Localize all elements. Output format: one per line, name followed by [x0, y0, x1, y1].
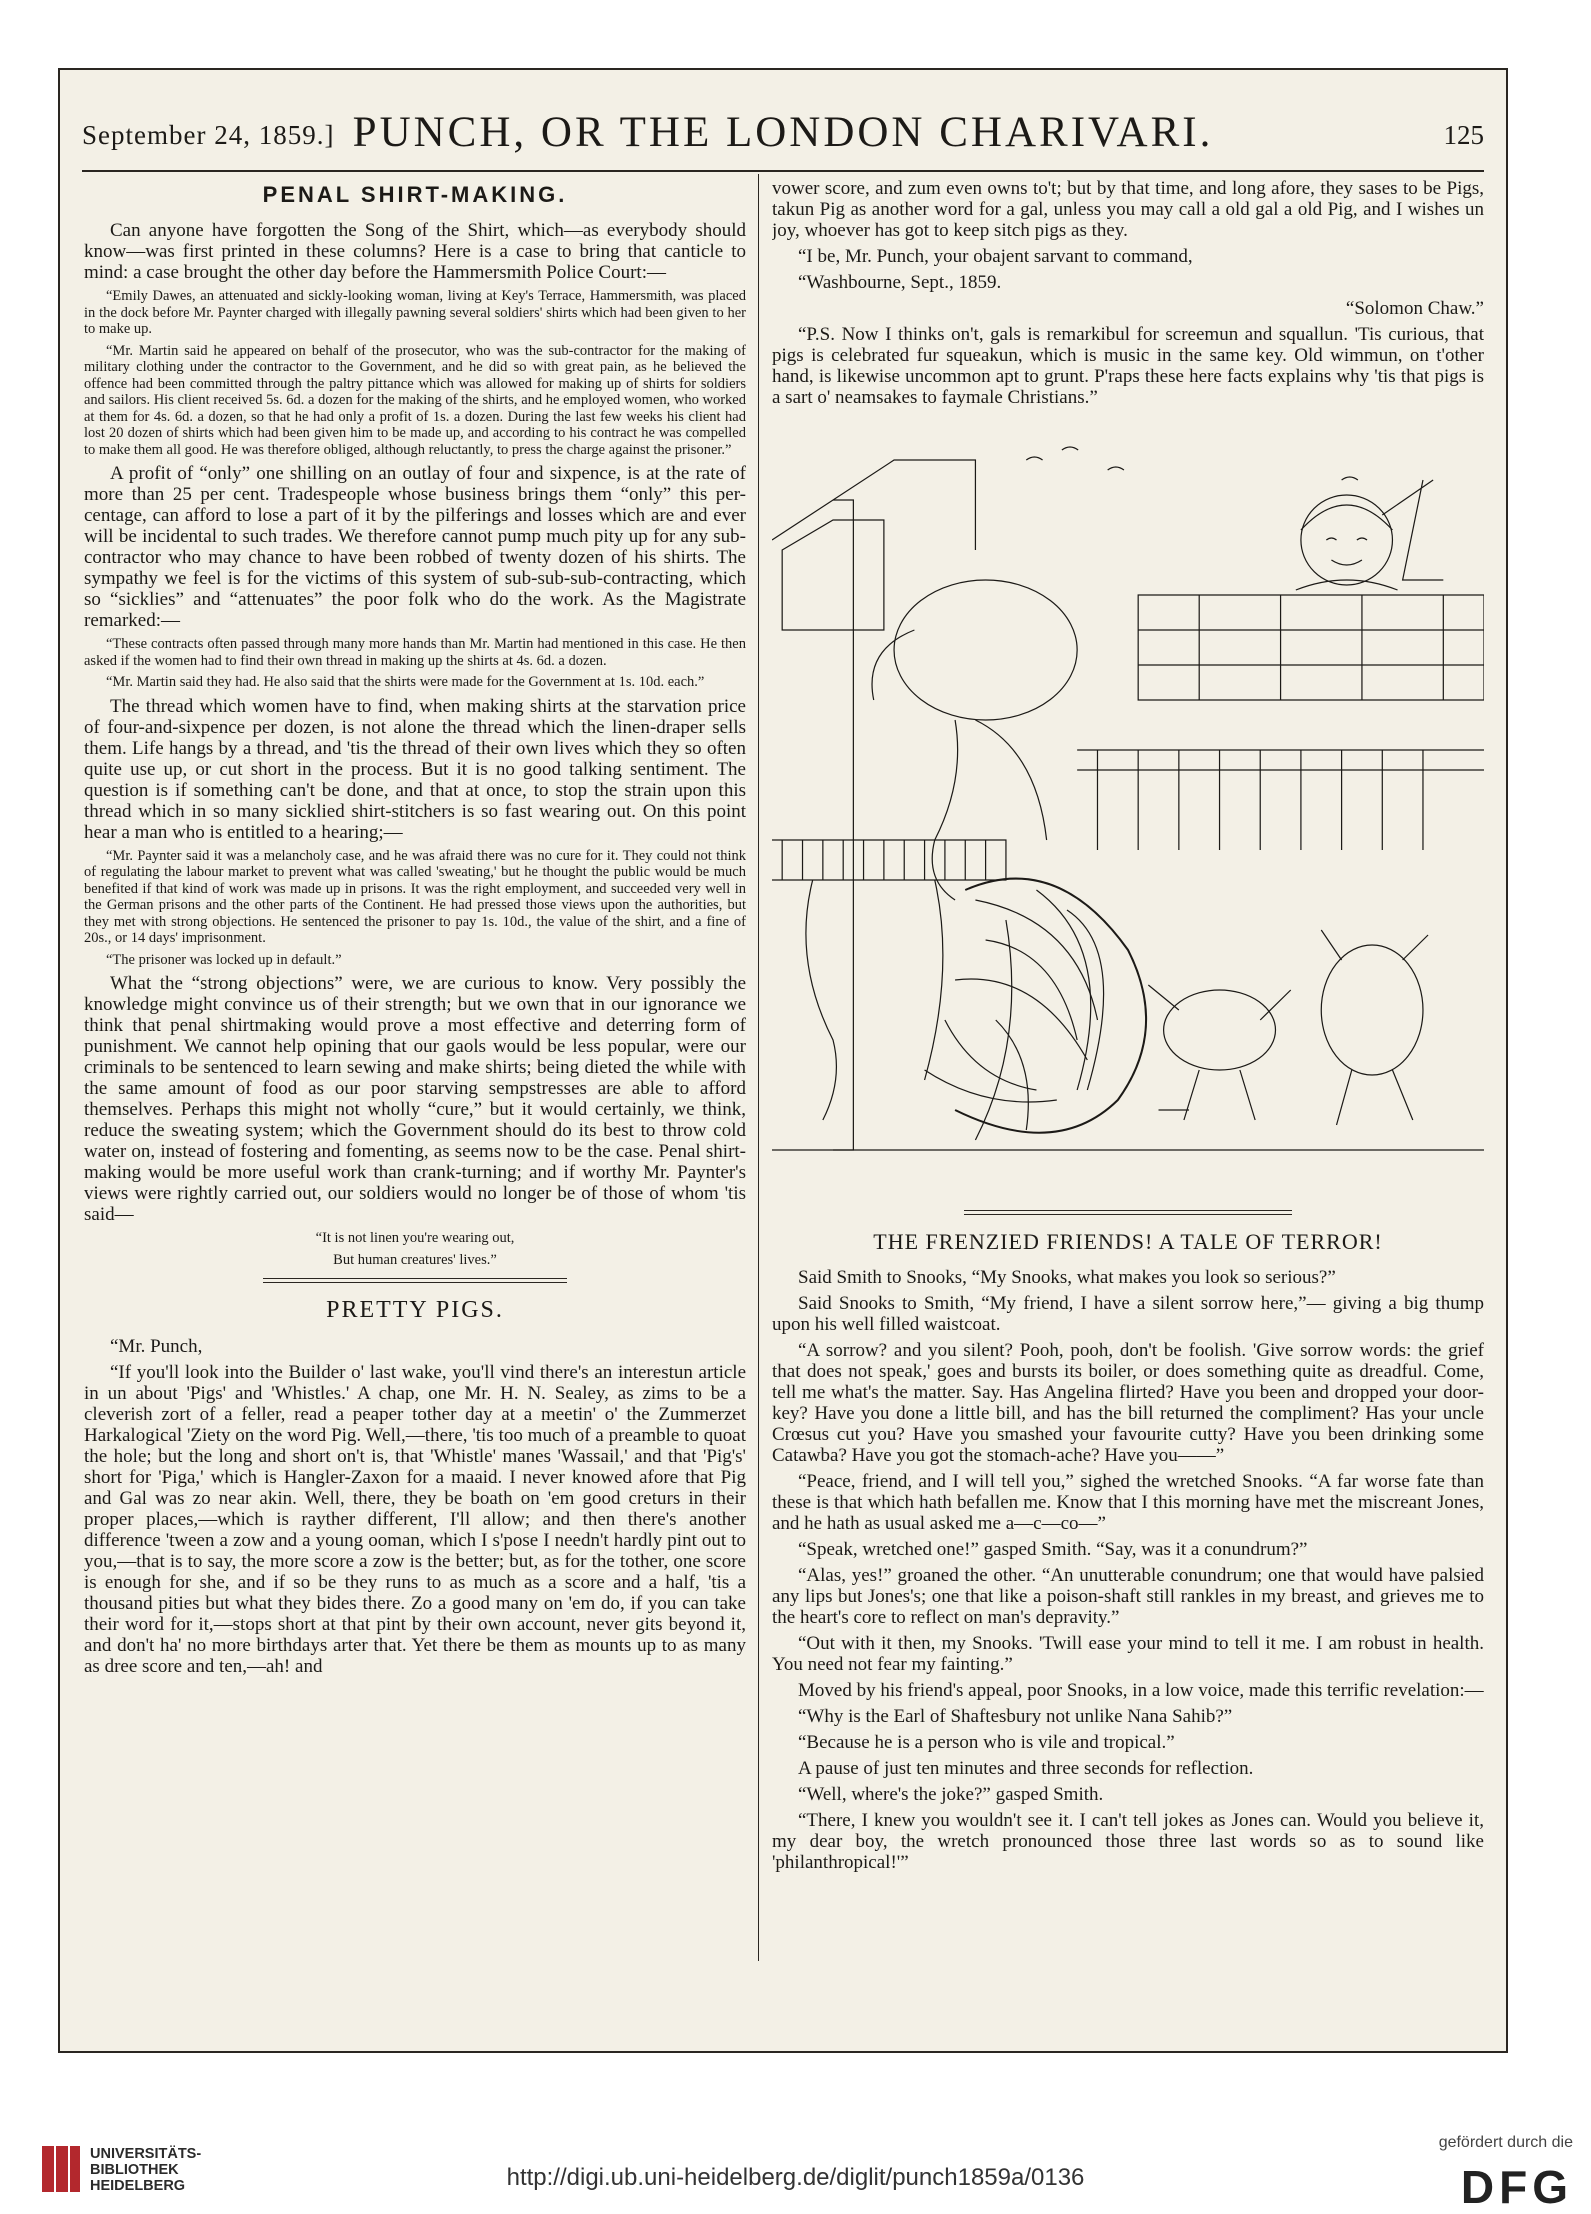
left-column [84, 178, 746, 1682]
postscript: “P.S. Now I thinks on't, gals is remarkibul for screemun and squallun. 'Tis curious, that pigs is celebrated fur squeakun, which is music in the same key. Old wimmun, on t'other hand, is likewise uncommon apt to grunt. P'raps these here facts explains why 'tis that pigs is a sart o' neamsakes to faymale Christians.” [772, 324, 1484, 408]
column-divider [758, 174, 759, 1961]
paragraph: Said Smith to Snooks, “My Snooks, what makes you look so serious?” [798, 1267, 1336, 1288]
paragraph: “A sorrow? and you silent? Pooh, pooh, don't be foolish. 'Give sorrow words: the grief that does not speak,' goes and bursts its boiler, or does something quite as dreadful. Come, tell me what's the matter. Say. Has Angelina flirted? Have you been and dropped your door-key? Have you done a little bill, and has the bill returned the compliment? Has your uncle Crœsus cut you? Have you smashed your favourite cutty? Have you been drinking some Catawba? Have you got the stomach-ache? Have you——” [772, 1340, 1484, 1466]
paragraph: Can anyone have forgotten the Song of the Shirt, which—as everybody should know—was first printed in these columns? Here is a case to bring that canticle to mind: a case brought the other day before the Hammersmith Police Court:— [84, 220, 746, 283]
footer-bar [0, 2120, 1591, 2211]
letter-place-date: “Washbourne, Sept., 1859. [798, 272, 1002, 293]
conundrum-answer: “Because he is a person who is vile and tropical.” [798, 1732, 1175, 1753]
masthead [60, 100, 1506, 170]
conundrum-question: “Why is the Earl of Shaftesbury not unlike Nana Sahib?” [798, 1706, 1233, 1727]
verse-line: But human creatures' lives.” [333, 1251, 497, 1268]
court-report-quote: “Emily Dawes, an attenuated and sickly-looking woman, living at Key's Terrace, Hammersmith, was placed in the dock before Mr. Paynter charged with illegally pawning several soldiers' shirts which had been given to her to make up. [84, 288, 746, 337]
paragraph: “If you'll look into the Builder o' last wake, you'll vind there's an interestun article in un about 'Pigs' and 'Whistles.' A chap, one Mr. H. N. Sealey, as zims to be a cleverish zort of a feller, read a peaper tother day at a meetin' o' the Zummerzet Harkalogical 'Ziety on the word Pig. Well,—there, 'tis too much of a preamble to quoat the hole; but the long and short on't is, that 'Whistle' manes 'Wassail,' and that 'Pig's' short for 'Piga,' which is Hangler-Zaxon for a maaid. I never knowed afore that Pig and Gal was zo near akin. Well, there, they be boath on 'em good creturs in their proper places,—which is rayther different, I'll allow; and then there's another difference 'tween a zow and a young ooman, which I s'pose I needn't hardly pint out to you,—that is to say, the more score a zow is the better; but, as for the tother, one score is enough for she, and if so be they runs to as much as a score and a half, 'tis a thousand pities but what they bides there. Zo a good many on 'em do, if you can take their word for it,—stops short at that pint by their own account, never gits beyond it, and don't ha' no more birthdays arter that. Yet there be them as mounts up to as many as dree score and ten,—ah! and [84, 1362, 746, 1677]
paragraph: vower score, and zum even owns to't; but by that time, and long afore, they sases to be Pigs, takun Pig as another word for a gal, unless you may call a old gal a old Pig, and I wishes un joy, whoever has got to keep sitch pigs as they. [772, 178, 1484, 241]
paragraph: What the “strong objections” were, we are curious to know. Very possibly the knowledge might convince us of their strength; but we own that in our ignorance we think that penal shirtmaking would prove a most effective and deterring form of punishment. We cannot help opining that our gaols would be less popular, were our criminals to be sentenced to learn sewing and make shirts; being dieted the while with the same amount of food as our poor starving sempstresses are able to afford themselves. Perhaps this might not wholly “cure,” but it would certainly, we think, reduce the sweating system; which the Government should do its best to throw cold water on, instead of fostering and fomenting, as seems now to be the case. Penal shirt-making would be more useful work than crank-turning; and if worthy Mr. Paynter's views were rightly carried out, our soldiers would no longer be of those of whom 'tis said— [84, 973, 746, 1225]
court-report-quote: “Mr. Martin said they had. He also said that the shirts were made for the Government at 1s. 10d. each.” [106, 674, 705, 690]
right-column [772, 178, 1484, 1878]
letter-closing: “I be, Mr. Punch, your obajent sarvant to command, [798, 246, 1193, 267]
article-title-frenzied-friends: THE FRENZIED FRIENDS! A TALE OF TERROR! [873, 1229, 1383, 1254]
paragraph: “Well, where's the joke?” gasped Smith. [798, 1784, 1104, 1805]
newspaper-page [58, 68, 1508, 2053]
funded-by-label: gefördert durch die [1438, 2134, 1573, 2151]
masthead-rule [82, 170, 1484, 172]
paragraph: “Peace, friend, and I will tell you,” sighed the wretched Snooks. “A far worse fate than these is that which hath befallen me. Know that I this morning have met the miscreant Jones, and he hath as usual asked me a—c—co—” [772, 1471, 1484, 1534]
paragraph: “Alas, yes!” groaned the other. “An unutterable conundrum; one that would have palsied any lips but Jones's; one that like a poison-shaft still rankles in my breast, and grieves me to the heart's core to reflect on man's depravity.” [772, 1565, 1484, 1628]
letter-signature: “Solomon Chaw.” [1345, 298, 1484, 319]
source-url-link[interactable]: http://digi.ub.uni-heidelberg.de/diglit/punch1859a/0136 [506, 2164, 1085, 2191]
paragraph: Moved by his friend's appeal, poor Snooks, in a low voice, made this terrific revelation:— [798, 1680, 1484, 1701]
dfg-logo: DFG [1460, 2161, 1573, 2213]
page-number: 125 [1443, 120, 1484, 150]
section-rule [263, 1278, 568, 1283]
paragraph: “Out with it then, my Snooks. 'Twill ease your mind to tell it me. I am robust in health. You need not fear my fainting.” [772, 1633, 1484, 1675]
article-title-pretty-pigs: PRETTY PIGS. [326, 1297, 504, 1323]
salutation: “Mr. Punch, [110, 1336, 203, 1357]
issue-date: September 24, 1859.] [82, 120, 335, 150]
court-report-quote: “Mr. Martin said he appeared on behalf of the prosecutor, who was the sub-contractor for the making of military clothing under the contractor to the Government, and he did so with great pain, as he believed the offence had been committed through the paltry pittance which was allowed for making up of shirts for soldiers and sailors. His client received 5s. 6d. a dozen for the making of the shirts, and he employed women, who worked at them for 4s. 6d. a dozen, so that he had only a profit of 1s. a dozen. During the last few weeks his client had lost 20 dozen of shirts which had been given him to be made up, and according to his contract he was compelled to make them all good. He was therefore obliged, although reluctantly, to press the charge against the prisoner.” [84, 342, 746, 458]
verse-line: “It is not linen you're wearing out, [315, 1230, 515, 1246]
paragraph: A pause of just ten minutes and three seconds for reflection. [798, 1758, 1254, 1779]
paragraph: “Speak, wretched one!” gasped Smith. “Say, was it a conundrum?” [798, 1539, 1308, 1560]
paragraph: The thread which women have to find, when making shirts at the starvation price of four-and-sixpence per dozen, is not alone the thread which the linen-draper sells them. Life hangs by a thread, and 'tis the thread of their own lives which they so often quite use up, or cut short in the process. But it is no good talking sentiment. The question is if something can't be done, and that at once, to stop the strain upon this thread which in so many sicklied shirt-stitchers is so fast wearing out. On this point hear a man who is entitled to a hearing;— [84, 695, 746, 843]
paragraph: “There, I knew you wouldn't see it. I can't tell jokes as Jones can. Would you believe it, my dear boy, the wretch pronounced those three last words so as to sound like 'philanthropical!'” [772, 1810, 1484, 1873]
cartoon-illustration [772, 420, 1484, 1200]
publication-title: PUNCH, OR THE LONDON CHARIVARI. [352, 109, 1214, 156]
article-title-penal-shirt-making: PENAL SHIRT-MAKING. [262, 182, 568, 207]
paragraph: Said Snooks to Smith, “My friend, I have a silent sorrow here,”— giving a big thump upon his well filled waistcoat. [772, 1293, 1484, 1335]
court-report-quote: “Mr. Paynter said it was a melancholy case, and he was afraid there was no cure for it. They could not think of regulating the labour market to prevent what was called 'sweating,' but he thought the public would be much benefited if that kind of work was made up in prisons. It was the right employment, and succeeded very well in the German prisons and the other parts of the Continent. He had pressed those views upon the authorities, but they met with strong objections. He sentenced the prisoner to pay 1s. 10d., the value of the shirt, and a fine of 20s., or 14 days' imprisonment. [84, 847, 746, 946]
university-library-name: UNIVERSITÄTS- BIBLIOTHEK HEIDELBERG [90, 2146, 202, 2194]
paragraph: A profit of “only” one shilling on an outlay of four and sixpence, is at the rate of more than 25 per cent. Tradespeople whose business brings them “only” this per-centage, can afford to lose a part of it by the pilferings and losses which are and ever will be incidental to such trades. We therefore cannot pump much pity up for any sub-contractor who may chance to have been robbed of twenty dozen of his shirts. The sympathy we feel is for the victims of this system of sub-sub-sub-contracting, which so “sicklies” and “attenuates” the poor folk who do the work. As the Magistrate remarked:— [84, 463, 746, 631]
section-rule [964, 1210, 1292, 1215]
court-report-quote: “These contracts often passed through many more hands than Mr. Martin had mentioned in this case. He then asked if the women had to find their own thread in making up the shirts at 4s. 6d. a dozen. [84, 636, 746, 669]
court-report-quote: “The prisoner was locked up in default.” [106, 951, 342, 968]
